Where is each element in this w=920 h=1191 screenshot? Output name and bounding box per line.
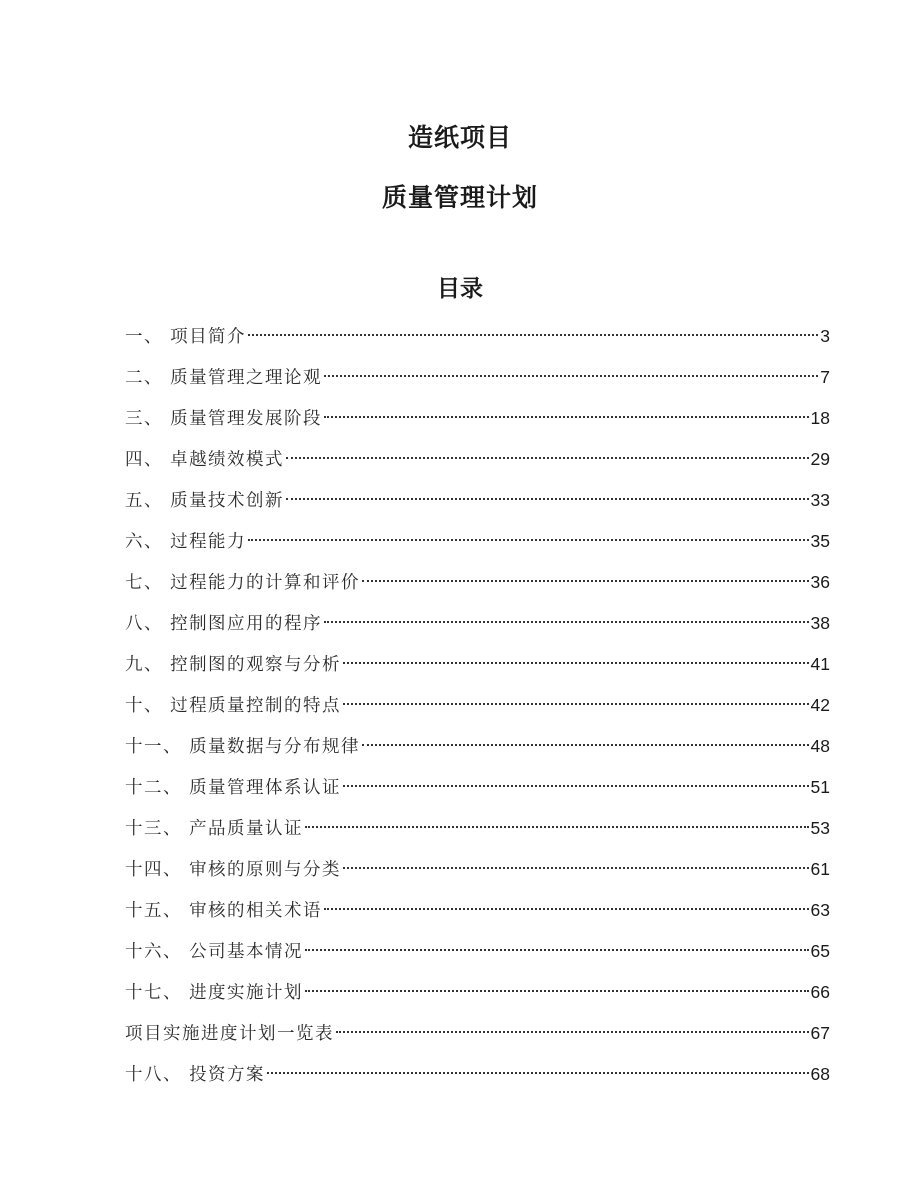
toc-entry-label: 十一、 质量数据与分布规律: [125, 737, 361, 757]
toc-entry-label: 十三、 产品质量认证: [125, 819, 304, 839]
toc-entry-label: 八、 控制图应用的程序: [125, 614, 323, 634]
toc-entry-page-number: 66: [810, 982, 830, 1002]
toc-leader-dots: [248, 333, 818, 336]
toc-entry[interactable]: [125, 443, 830, 484]
toc-leader-dots: [305, 948, 808, 951]
document-subtitle: 质量管理计划: [381, 183, 538, 212]
toc-entry[interactable]: [125, 525, 830, 566]
toc-entry-label: 一、 项目简介: [125, 327, 247, 347]
toc-entry[interactable]: [125, 648, 830, 689]
toc-entry[interactable]: [125, 361, 830, 402]
toc-leader-dots: [343, 866, 808, 869]
toc-entry[interactable]: [125, 730, 830, 771]
toc-leader-dots: [324, 907, 808, 910]
toc-leader-dots: [324, 620, 808, 623]
toc-leader-dots: [305, 825, 808, 828]
toc-entry-label: 九、 控制图的观察与分析: [125, 655, 342, 675]
toc-entry-label: 七、 过程能力的计算和评价: [125, 573, 361, 593]
toc-entry-page-number: 42: [810, 695, 830, 715]
toc-entry[interactable]: [125, 771, 830, 812]
toc-leader-dots: [362, 579, 808, 582]
toc-entry[interactable]: [125, 402, 830, 443]
document-title: 造纸项目: [407, 123, 512, 152]
toc-entry[interactable]: [125, 320, 830, 361]
toc-entry-label: 十五、 审核的相关术语: [125, 901, 323, 921]
toc-leader-dots: [324, 374, 818, 377]
toc-entry-label: 十二、 质量管理体系认证: [125, 778, 342, 798]
toc-entry[interactable]: [125, 566, 830, 607]
toc-entry-page-number: 48: [810, 736, 830, 756]
toc-entry[interactable]: [125, 976, 830, 1017]
toc-entry-page-number: 33: [810, 490, 830, 510]
toc-heading: 目录: [437, 276, 483, 302]
toc-entry-label: 六、 过程能力: [125, 532, 247, 552]
toc-entry-label: 十、 过程质量控制的特点: [125, 696, 342, 716]
toc-leader-dots: [248, 538, 808, 541]
toc-entry-label: 二、 质量管理之理论观: [125, 368, 323, 388]
toc-leader-dots: [343, 784, 808, 787]
toc-leader-dots: [343, 702, 808, 705]
toc-entry-label: 四、 卓越绩效模式: [125, 450, 285, 470]
toc-entry-page-number: 3: [820, 326, 830, 346]
toc-entry[interactable]: [125, 935, 830, 976]
toc-entry[interactable]: [125, 1058, 830, 1099]
toc-entry[interactable]: [125, 894, 830, 935]
toc-entry-page-number: 65: [810, 941, 830, 961]
toc-entry-label: 三、 质量管理发展阶段: [125, 409, 323, 429]
toc-entry-page-number: 53: [810, 818, 830, 838]
toc-entry-page-number: 68: [810, 1064, 830, 1084]
toc-leader-dots: [305, 989, 808, 992]
toc-entry-label: 项目实施进度计划一览表: [125, 1024, 334, 1044]
toc-leader-dots: [336, 1030, 809, 1033]
toc-entry-label: 五、 质量技术创新: [125, 491, 285, 511]
toc-entry[interactable]: [125, 812, 830, 853]
toc-entry[interactable]: [125, 689, 830, 730]
toc-leader-dots: [343, 661, 808, 664]
toc-entry-page-number: 18: [810, 408, 830, 428]
toc-entry-page-number: 63: [810, 900, 830, 920]
toc-entry-label: 十六、 公司基本情况: [125, 942, 304, 962]
toc-leader-dots: [362, 743, 808, 746]
toc-entry-label: 十七、 进度实施计划: [125, 983, 304, 1003]
toc-entry[interactable]: [125, 484, 830, 525]
toc-entry[interactable]: [125, 607, 830, 648]
toc-entry-page-number: 51: [810, 777, 830, 797]
toc-entry-label: 十八、 投资方案: [125, 1065, 266, 1085]
toc-entry-page-number: 67: [810, 1023, 830, 1043]
toc-entry-page-number: 38: [810, 613, 830, 633]
toc-leader-dots: [286, 497, 808, 500]
toc-entry-page-number: 61: [810, 859, 830, 879]
toc-leader-dots: [267, 1071, 808, 1074]
toc-leader-dots: [286, 456, 808, 459]
toc-entry-page-number: 41: [810, 654, 830, 674]
toc-entry-label: 十四、 审核的原则与分类: [125, 860, 342, 880]
toc-entry-page-number: 36: [810, 572, 830, 592]
toc-entry-page-number: 35: [810, 531, 830, 551]
toc-entry-page-number: 7: [820, 367, 830, 387]
table-of-contents: [125, 320, 830, 1099]
toc-entry[interactable]: [125, 1017, 830, 1058]
toc-entry[interactable]: [125, 853, 830, 894]
toc-leader-dots: [324, 415, 808, 418]
toc-entry-page-number: 29: [810, 449, 830, 469]
